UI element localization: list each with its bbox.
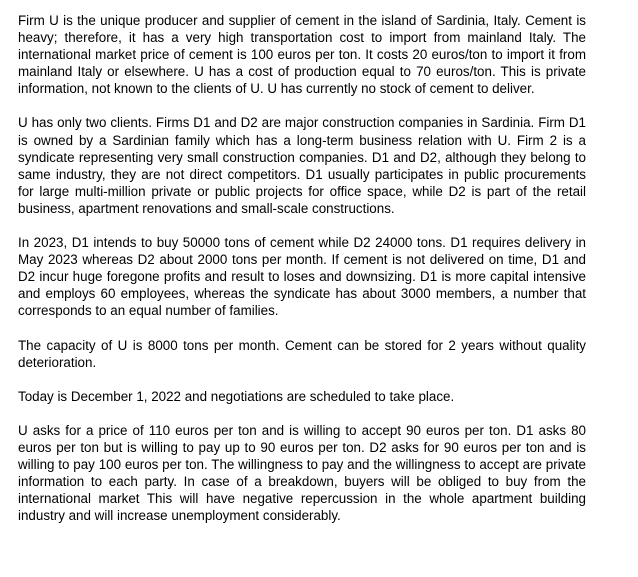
paragraph-prices: U asks for a price of 110 euros per ton and is willing to accept 90 euros per ton. D1 asks 80 euros per ton but is willing to pay up to 90 euros per ton. D2 asks for 90 euros per ton and is willing to pay 100 euros per ton. The willingness to pay and the willingness to accept are private information to each party. In case of a breakdown, buyers will be obliged to buy from the international market This will have negative repercussion in the whole apartment building industry and will increase unemployment considerably. — [18, 422, 586, 524]
paragraph-spacer — [18, 97, 586, 114]
paragraph-spacer — [18, 320, 586, 337]
paragraph-spacer — [18, 405, 586, 422]
paragraph-spacer — [18, 371, 586, 388]
paragraph-firm-u-intro: Firm U is the unique producer and supplier of cement in the island of Sardinia, Italy. Cement is heavy; therefore, it has a very high transportation cost to import from mainland Italy. The international market price of cement is 100 euros per ton. It costs 20 euros/ton to import it from mainland Italy or elsewhere. U has a cost of production equal to 70 euros/ton. This is private information, not known to the clients of U. U has currently no stock of cement to deliver. — [18, 13, 586, 97]
paragraph-clients: U has only two clients. Firms D1 and D2 are major construction companies in Sardinia. Firm D1 is owned by a Sardinian family which has a long-term business relation with U. Firm 2 is a syndicate representing very small construction companies. D1 and D2, although they belong to same industry, they are not direct competitors. D1 usually participates in public procurements for large multi-million private or public projects for office space, while D2 is part of the retail business, apartment renovations and small-scale constructions. — [18, 115, 586, 216]
paragraph-negotiation-date: Today is December 1, 2022 and negotiations are scheduled to take place. — [18, 388, 455, 404]
document-body — [18, 12, 586, 524]
paragraph-demand-2023: In 2023, D1 intends to buy 50000 tons of cement while D2 24000 tons. D1 requires delivery in May 2023 whereas D2 about 2000 tons per month. If cement is not delivered on time, D1 and D2 incur huge foregone profits and result to loses and downsizing. D1 is more capital intensive and employs 60 employees, whereas the syndicate has about 3000 members, a number that corresponds to an equal number of families. — [18, 235, 586, 319]
paragraph-spacer — [18, 217, 586, 234]
paragraph-capacity: The capacity of U is 8000 tons per month. Cement can be stored for 2 years without quality deterioration. — [18, 337, 586, 370]
